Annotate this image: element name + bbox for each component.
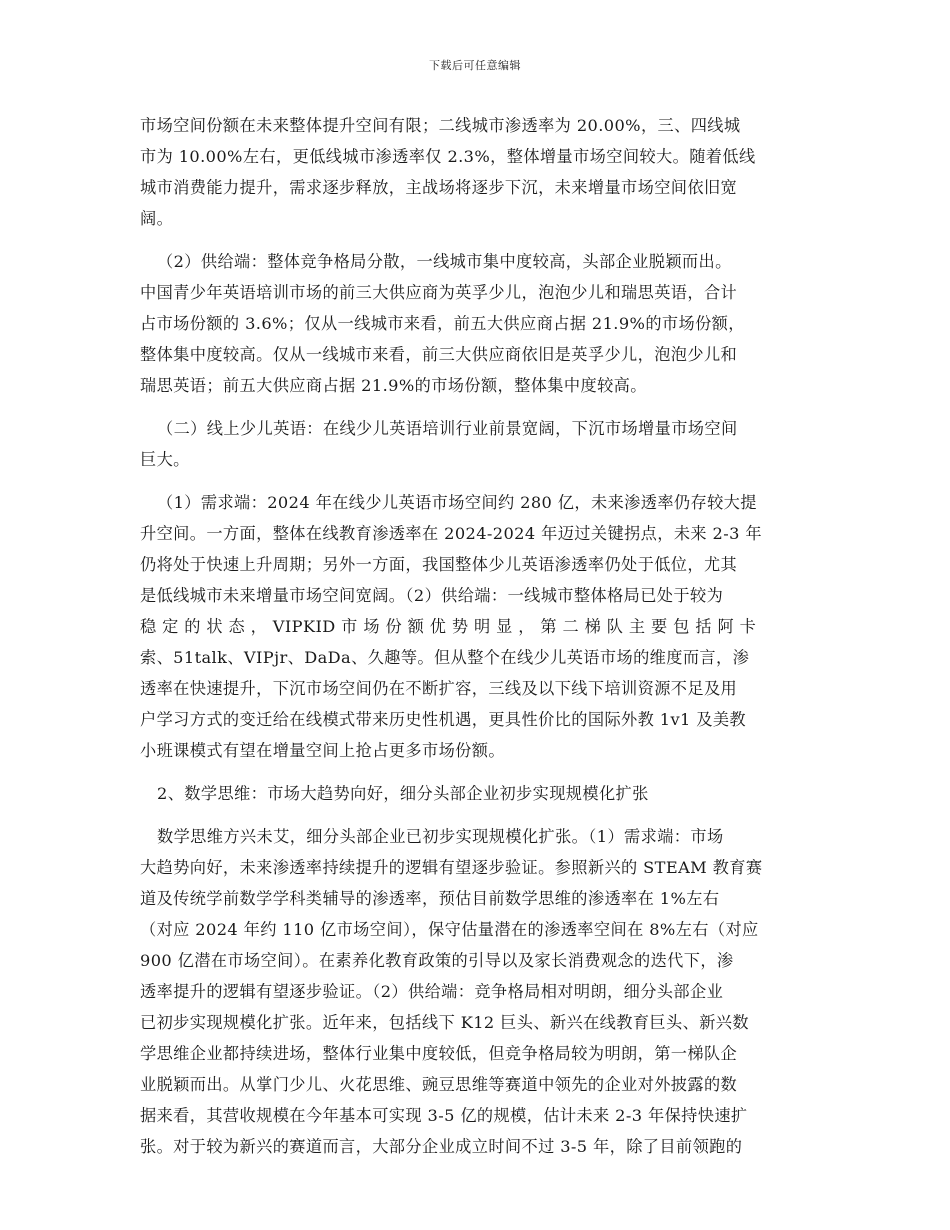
paragraph (140, 413, 812, 475)
text-line: 占市场份额的 3.6%；仅从一线城市来看，前五大供应商占据 21.9%的市场份额， (140, 314, 745, 333)
text-line: 张。对于较为新兴的赛道而言，大部分企业成立时间不过 3-5 年，除了目前领跑的 (140, 1137, 743, 1156)
text-line: 整体集中度较高。仅从一线城市来看，前三大供应商依旧是英孚少儿，泡泡少儿和 (140, 345, 738, 364)
text-line: 大趋势向好，未来渗透率持续提升的逻辑有望逐步验证。参照新兴的 STEAM 教育赛 (140, 858, 763, 877)
paragraph (140, 821, 812, 1162)
text-line: 升空间。一方面，整体在线教育渗透率在 2024-2024 年迈过关键拐点，未来 2-3 年 (140, 524, 762, 543)
text-line: 索、51talk、VIPjr、DaDa、久趣等。但从整个在线少儿英语市场的维度而言，渗 (140, 648, 750, 667)
document-body (140, 110, 812, 1174)
text-line: 户学习方式的变迁给在线模式带来历史性机遇，更具性价比的国际外教 1v1 及美教 (140, 710, 747, 729)
text-line: 市场空间份额在未来整体提升空间有限；二线城市渗透率为 20.00%，三、四线城 (140, 116, 741, 135)
text-line: 数学思维方兴未艾，细分头部企业已初步实现规模化扩张。（1）需求端：市场 (157, 827, 724, 846)
text-line: （2）供给端：整体竞争格局分散，一线城市集中度较高，头部企业脱颖而出。 (157, 252, 732, 271)
text-line: 小班课模式有望在增量空间上抢占更多市场份额。 (140, 741, 505, 760)
text-line: 透率提升的逻辑有望逐步验证。（2）供给端：竞争格局相对明朗，细分头部企业 (140, 982, 724, 1001)
text-line: 学思维企业都持续进场，整体行业集中度较低，但竞争格局较为明朗，第一梯队企 (140, 1044, 738, 1063)
text-line: （1）需求端：2024 年在线少儿英语市场空间约 280 亿，未来渗透率仍存较大提 (157, 493, 757, 512)
text-line: 市为 10.00%左右，更低线城市渗透率仅 2.3%，整体增量市场空间较大。随着低线 (140, 147, 756, 166)
text-line: 城市消费能力提升，需求逐步释放，主战场将逐步下沉，未来增量市场空间依旧宽 (140, 178, 738, 197)
text-line: 透率在快速提升，下沉市场空间仍在不断扩容，三线及以下线下培训资源不足及用 (140, 679, 738, 698)
text-line: 稳 定 的 状 态 ， VIPKID 市 场 份 额 优 势 明 显 ， 第 二 梯 队 主 要 包 括 阿 卡 (140, 617, 757, 636)
text-line: 已初步实现规模化扩张。近年来，包括线下 K12 巨头、新兴在线教育巨头、新兴数 (140, 1013, 749, 1032)
text-line: 2、数学思维：市场大趋势向好，细分头部企业初步实现规模化扩张 (157, 784, 649, 803)
section-heading (140, 778, 812, 809)
text-line: 900 亿潜在市场空间）。在素养化教育政策的引导以及家长消费观念的迭代下，渗 (140, 951, 734, 970)
page-header: 下载后可任意编辑 (429, 59, 521, 72)
text-line: 业脱颖而出。从掌门少儿、火花思维、豌豆思维等赛道中领先的企业对外披露的数 (140, 1075, 738, 1094)
text-line: 阔。 (140, 209, 174, 228)
text-line: 据来看，其营收规模在今年基本可实现 3-5 亿的规模，估计未来 2-3 年保持快速扩 (140, 1106, 748, 1125)
text-line: 是低线城市未来增量市场空间宽阔。（2）供给端：一线城市整体格局已处于较为 (140, 586, 724, 605)
text-line: 道及传统学前数学学科类辅导的渗透率，预估目前数学思维的渗透率在 1%左右 (140, 889, 720, 908)
paragraph (140, 487, 812, 766)
text-line: 中国青少年英语培训市场的前三大供应商为英孚少儿，泡泡少儿和瑞思英语，合计 (140, 283, 738, 302)
paragraph (140, 246, 812, 401)
text-line: （二）线上少儿英语：在线少儿英语培训行业前景宽阔，下沉市场增量市场空间 (157, 419, 738, 438)
text-line: 仍将处于快速上升周期；另外一方面，我国整体少儿英语渗透率仍处于低位，尤其 (140, 555, 738, 574)
text-line: （对应 2024 年约 110 亿市场空间），保守估量潜在的渗透率空间在 8%左右（对应 (140, 920, 759, 939)
paragraph (140, 110, 812, 234)
text-line: 瑞思英语；前五大供应商占据 21.9%的市场份额，整体集中度较高。 (140, 376, 647, 395)
text-line: 巨大。 (140, 450, 190, 469)
